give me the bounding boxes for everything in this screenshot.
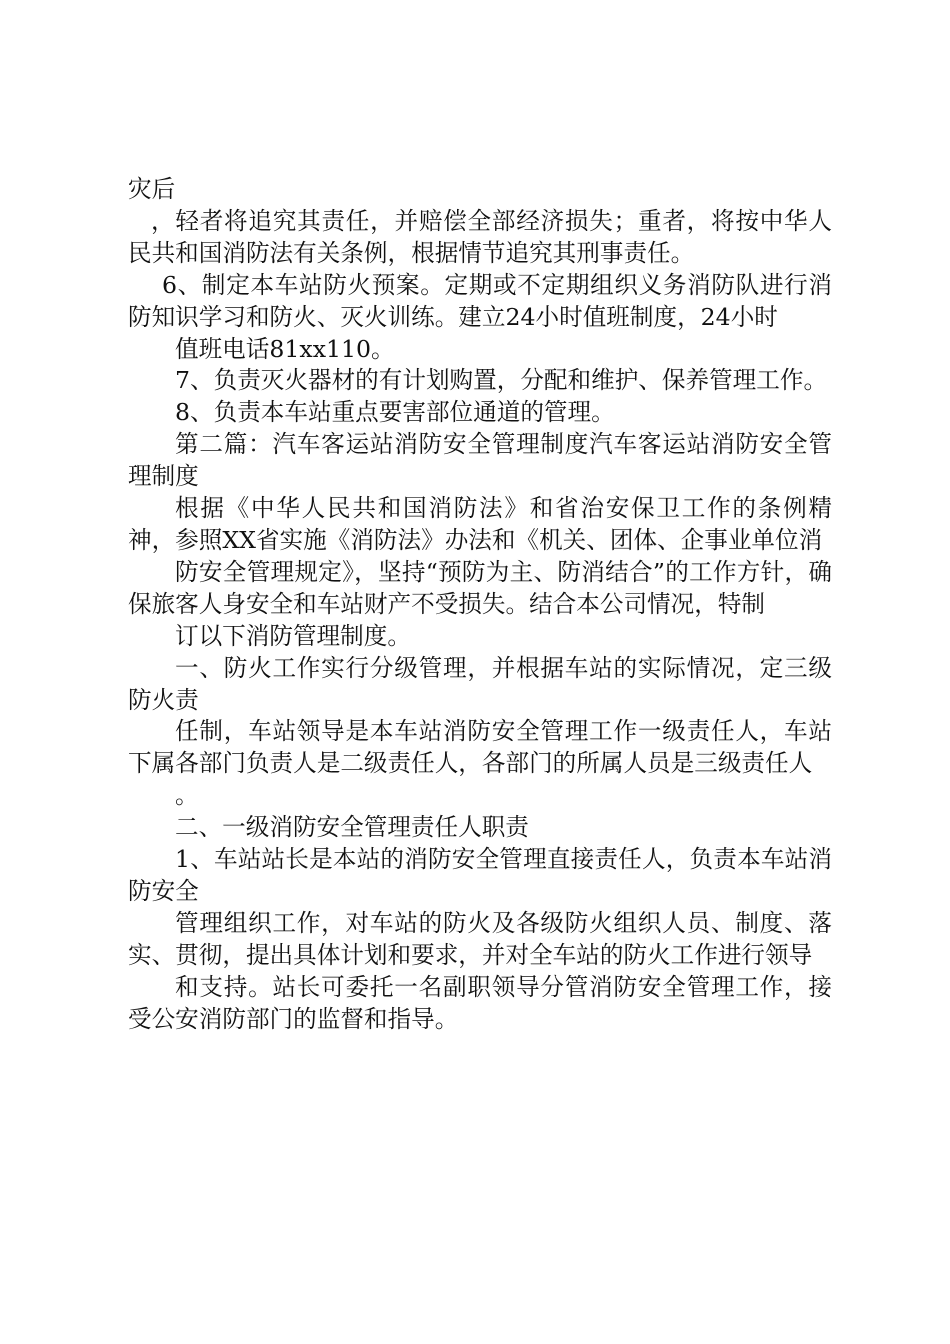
paragraph: 6、制定本车站防火预案。定期或不定期组织义务消防队进行消防知识学习和防火、灭火训练。建立24小时值班制度，24小时 — [128, 270, 832, 331]
paragraph: 灾后 — [128, 175, 176, 203]
section-heading: 二、一级消防安全管理责任人职责 — [175, 813, 529, 842]
paragraph: 8、负责本车站重点要害部位通道的管理。 — [175, 398, 615, 427]
paragraph: 防安全管理规定》，坚持“预防为主、防消结合”的工作方针，确保旅客人身安全和车站财产不受损失。结合本公司情况，特制 — [128, 557, 832, 618]
paragraph: 值班电话81xx110。 — [175, 334, 395, 363]
document-body — [128, 174, 832, 1035]
paragraph: ，轻者将追究其责任，并赔偿全部经济损失；重者，将按中华人民共和国消防法有关条例，根据情节追究其刑事责任。 — [128, 206, 832, 267]
paragraph: 7、负责灭火器材的有计划购置，分配和维护、保养管理工作。 — [175, 366, 828, 395]
paragraph: 和支持。站长可委托一名副职领导分管消防安全管理工作，接受公安消防部门的监督和指导。 — [128, 972, 832, 1033]
section-heading: 第二篇：汽车客运站消防安全管理制度汽车客运站消防安全管理制度 — [128, 430, 832, 491]
paragraph: 管理组织工作，对车站的防火及各级防火组织人员、制度、落实、贯彻，提出具体计划和要求，并对全车站的防火工作进行领导 — [128, 908, 832, 969]
paragraph: 任制，车站领导是本车站消防安全管理工作一级责任人，车站下属各部门负责人是二级责任人，各部门的所属人员是三级责任人 — [128, 717, 832, 778]
paragraph: 1、车站站长是本站的消防安全管理直接责任人，负责本车站消防安全 — [128, 845, 832, 905]
paragraph: 订以下消防管理制度。 — [175, 621, 411, 650]
paragraph: 。 — [175, 781, 199, 810]
paragraph: 一、防火工作实行分级管理，并根据车站的实际情况，定三级防火责 — [128, 653, 832, 714]
paragraph: 根据《中华人民共和国消防法》和省治安保卫工作的条例精神，参照XX省实施《消防法》办法和《机关、团体、企事业单位消 — [128, 494, 832, 554]
